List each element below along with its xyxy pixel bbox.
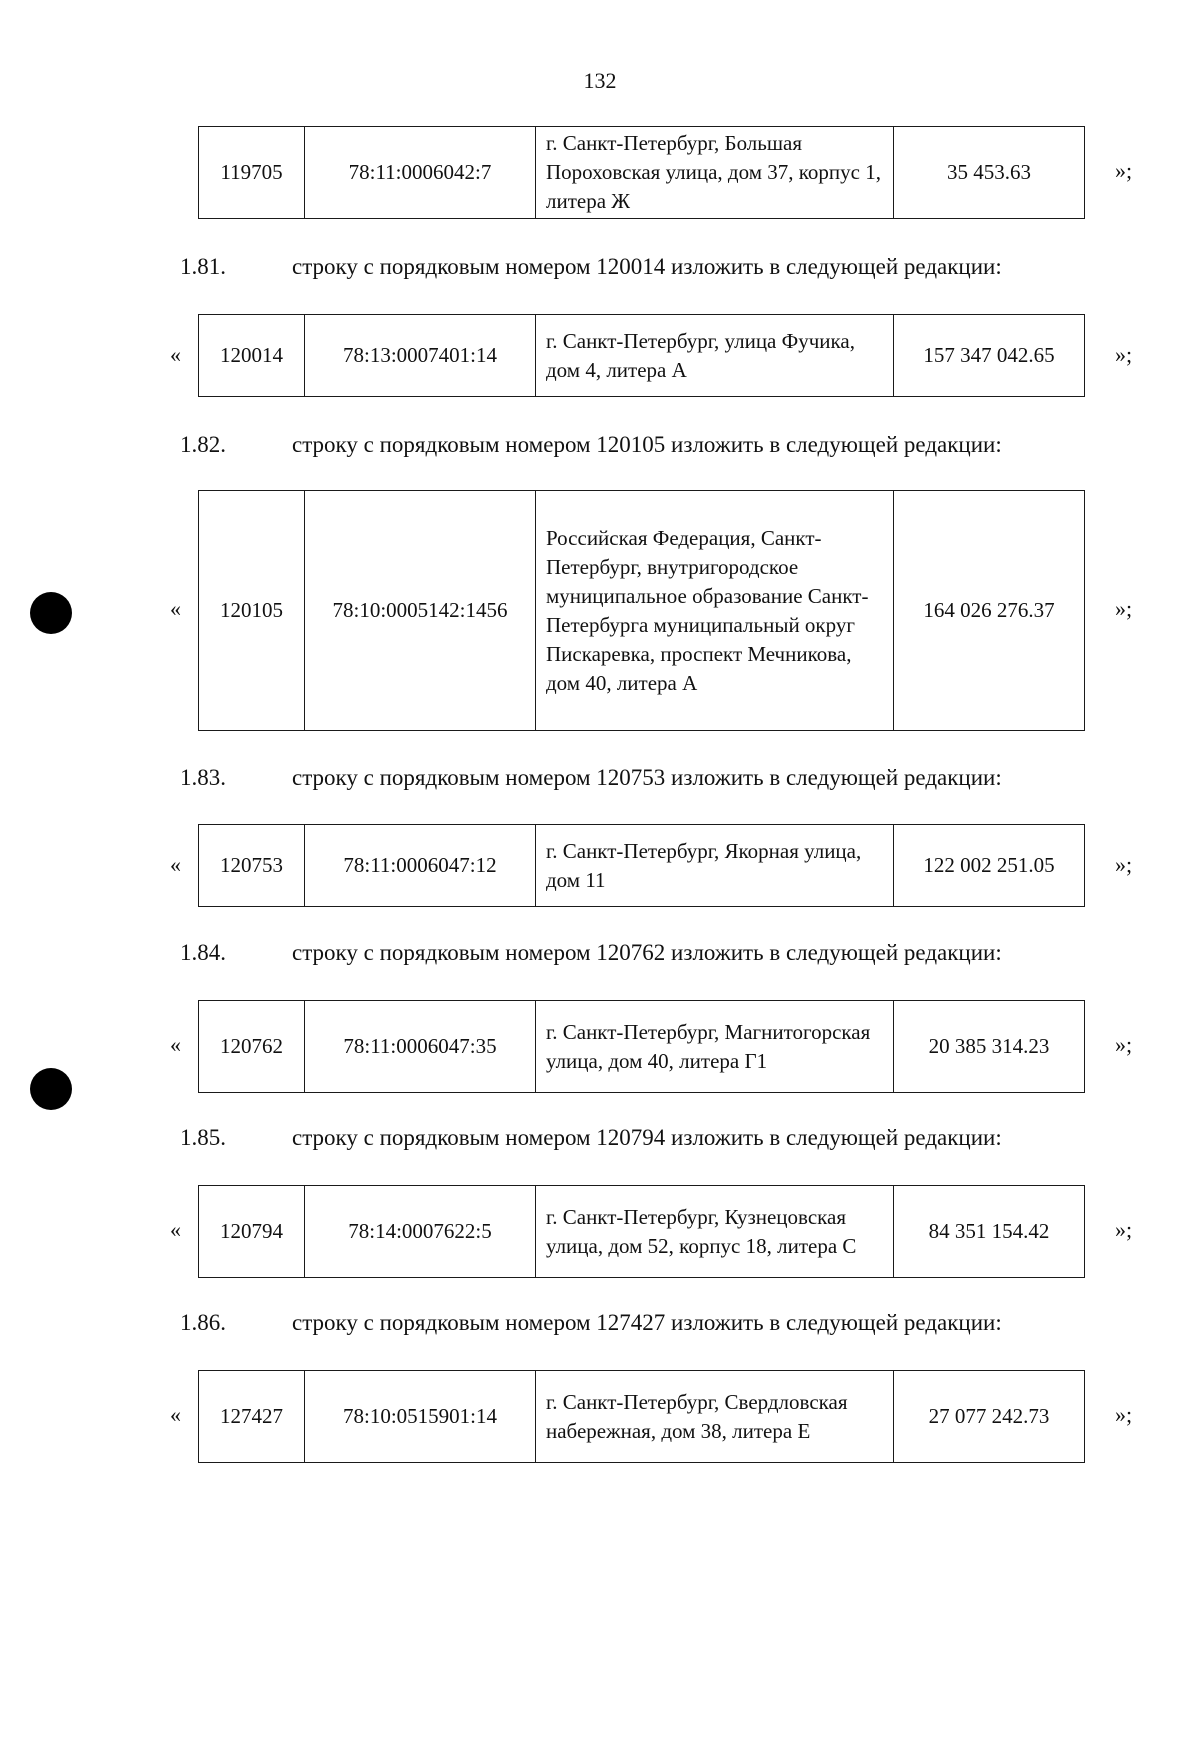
record-table	[198, 1185, 1085, 1278]
address: г. Санкт-Петербург, Большая Пороховская улица, дом 37, корпус 1, литера Ж	[536, 127, 894, 219]
address: Российская Федерация, Санкт-Петербург, внутригородское муниципальное образование Санкт-Петербурга муниципальный округ Пискаревка, проспект Мечникова, дом 40, литера А	[536, 491, 894, 731]
cadastral-value: 122 002 251.05	[894, 825, 1085, 907]
clause-1-86	[180, 1310, 1130, 1336]
quote-open: «	[170, 1402, 181, 1427]
clause-1-84	[180, 940, 1130, 966]
cadastral-value: 157 347 042.65	[894, 315, 1085, 397]
record-table	[198, 1370, 1085, 1463]
clause-number: 1.82.	[180, 432, 226, 457]
clause-text: строку с порядковым номером 120105 изложить в следующей редакции:	[292, 432, 1002, 457]
clause-number: 1.81.	[180, 254, 226, 279]
address: г. Санкт-Петербург, Кузнецовская улица, дом 52, корпус 18, литера С	[536, 1186, 894, 1278]
cadastral-value: 84 351 154.42	[894, 1186, 1085, 1278]
clause-1-83	[180, 765, 1130, 791]
record-number: 120762	[199, 1001, 305, 1093]
record-number: 119705	[199, 127, 305, 219]
quote-open: «	[170, 596, 181, 621]
address: г. Санкт-Петербург, улица Фучика, дом 4, литера А	[536, 315, 894, 397]
quote-close: »;	[1115, 852, 1133, 877]
address: г. Санкт-Петербург, Якорная улица, дом 11	[536, 825, 894, 907]
clause-1-85	[180, 1125, 1130, 1151]
clause-1-82	[180, 432, 1130, 458]
cadastral-number: 78:11:0006047:35	[305, 1001, 536, 1093]
record-table	[198, 126, 1085, 219]
cadastral-number: 78:10:0515901:14	[305, 1371, 536, 1463]
quote-open: «	[170, 342, 181, 367]
clause-number: 1.86.	[180, 1310, 226, 1335]
record-table	[198, 490, 1085, 731]
cadastral-number: 78:10:0005142:1456	[305, 491, 536, 731]
clause-number: 1.84.	[180, 940, 226, 965]
quote-close: »;	[1115, 1032, 1133, 1057]
clause-text: строку с порядковым номером 120762 изложить в следующей редакции:	[292, 940, 1002, 965]
cadastral-number: 78:13:0007401:14	[305, 315, 536, 397]
quote-close: »;	[1115, 1402, 1133, 1427]
record-number: 127427	[199, 1371, 305, 1463]
clause-text: строку с порядковым номером 120014 изложить в следующей редакции:	[292, 254, 1002, 279]
clause-text: строку с порядковым номером 127427 изложить в следующей редакции:	[292, 1310, 1002, 1335]
cadastral-value: 27 077 242.73	[894, 1371, 1085, 1463]
page-number: 132	[583, 68, 617, 93]
clause-text: строку с порядковым номером 120753 изложить в следующей редакции:	[292, 765, 1002, 790]
quote-close: »;	[1115, 158, 1133, 183]
cadastral-value: 20 385 314.23	[894, 1001, 1085, 1093]
record-number: 120753	[199, 825, 305, 907]
quote-open: «	[170, 852, 181, 877]
punch-hole-top	[30, 592, 72, 634]
quote-close: »;	[1115, 596, 1133, 621]
clause-1-81	[180, 254, 1130, 280]
record-number: 120794	[199, 1186, 305, 1278]
record-number: 120105	[199, 491, 305, 731]
quote-close: »;	[1115, 1217, 1133, 1242]
quote-open: «	[170, 1032, 181, 1057]
record-table	[198, 824, 1085, 907]
address: г. Санкт-Петербург, Магнитогорская улица, дом 40, литера Г1	[536, 1001, 894, 1093]
punch-hole-bottom	[30, 1068, 72, 1110]
record-table	[198, 1000, 1085, 1093]
cadastral-number: 78:14:0007622:5	[305, 1186, 536, 1278]
quote-close: »;	[1115, 342, 1133, 367]
record-number: 120014	[199, 315, 305, 397]
record-table	[198, 314, 1085, 397]
cadastral-value: 35 453.63	[894, 127, 1085, 219]
cadastral-value: 164 026 276.37	[894, 491, 1085, 731]
cadastral-number: 78:11:0006047:12	[305, 825, 536, 907]
cadastral-number: 78:11:0006042:7	[305, 127, 536, 219]
quote-open: «	[170, 1217, 181, 1242]
address: г. Санкт-Петербург, Свердловская набережная, дом 38, литера Е	[536, 1371, 894, 1463]
clause-number: 1.83.	[180, 765, 226, 790]
clause-text: строку с порядковым номером 120794 изложить в следующей редакции:	[292, 1125, 1002, 1150]
clause-number: 1.85.	[180, 1125, 226, 1150]
